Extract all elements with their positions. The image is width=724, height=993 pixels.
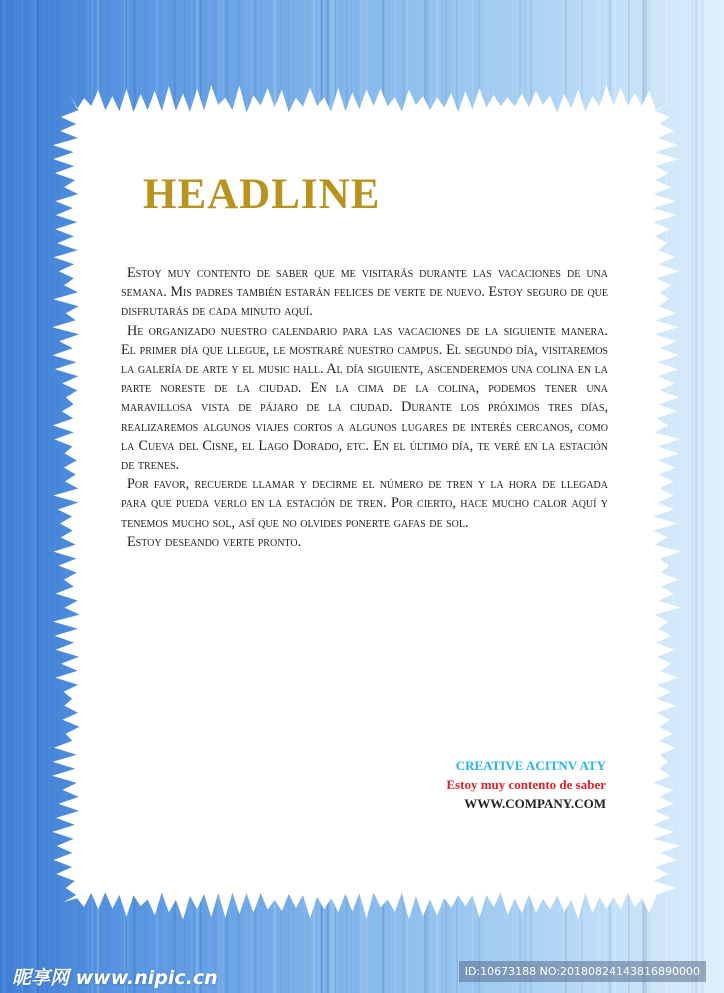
letter-body [121,264,608,552]
headline: HEADLINE [143,171,381,218]
footer-tagline: Estoy muy contento de saber [446,777,606,792]
footer-brand: CREATIVE ACITNV ATY [455,758,606,773]
paragraph: Estoy deseando verte pronto. [127,533,302,550]
footer-website[interactable]: WWW.COMPANY.COM [464,796,606,811]
watermark-bar [0,955,724,993]
watermark-id: ID:10673188 NO:20180824143816890000 [459,961,706,982]
watermark-logo: 昵享网 www.nipic.cn [12,967,218,989]
paragraph: He organizado nuestro calendario para las vacaciones de la siguiente manera. El primer día que llegue, le mostraré nuestro campus. El segundo día, visitaremos la galería de arte y el music hall. Al día siguiente, ascenderemos una colina en la parte noreste de la ciudad. En la cima de la colina, podemos tener una maravillosa vista de pájaro de la ciudad. Durante los próximos tres días, realizaremos algunos viajes cortos a algunos lugares de interés cercanos, como la Cueva del Cisne, el Lago Dorado, etc. En el último día, te veré en la estación de trenes. [121,322,608,474]
paragraph: Estoy muy contento de saber que me visitarás durante las vacaciones de una semana. Mis padres también estarán felices de verte de nuevo. Estoy seguro de que disfrutarás de cada minuto aquí. [121,265,608,320]
paragraph: Por favor, recuerde llamar y decirme el número de tren y la hora de llegada para que pueda verlo en la estación de tren. Por cierto, hace mucho calor aquí y tenemos mucho sol, así que no olvides ponerte gafas de sol. [121,476,608,531]
